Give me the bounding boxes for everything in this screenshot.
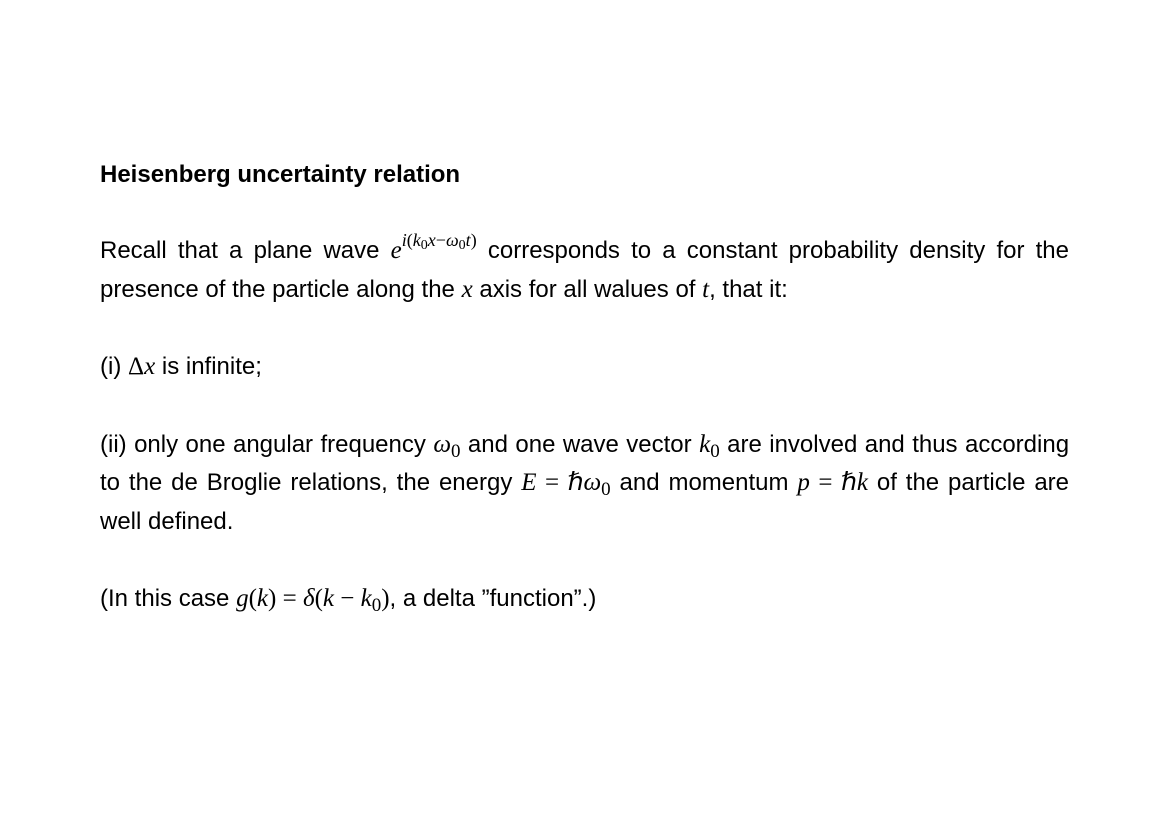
math-symbol: ( <box>248 585 257 612</box>
math-symbol: ) <box>268 585 277 612</box>
math-symbol: ω <box>445 230 459 250</box>
text-run: axis for all walues of <box>479 275 696 303</box>
math-symbol: = <box>536 469 568 496</box>
math-symbol: e <box>390 237 402 264</box>
math-energy-equation <box>521 469 611 500</box>
spacer <box>100 541 1069 580</box>
math-symbol: k <box>412 230 421 250</box>
text-run: (ii) only one angular frequency <box>100 430 426 458</box>
math-symbol: k <box>856 469 868 496</box>
paragraph-delta-function <box>100 580 1069 619</box>
math-symbol: i <box>401 230 407 250</box>
spacer <box>100 387 1069 426</box>
math-subscript: 0 <box>601 479 611 500</box>
math-symbol: ) <box>381 585 390 612</box>
math-symbol: ℏ <box>840 469 857 496</box>
math-g-delta <box>236 585 390 616</box>
text-run: , that it: <box>709 275 788 303</box>
document-title: Heisenberg uncertainty relation <box>100 161 461 188</box>
math-subscript: 0 <box>450 440 461 462</box>
math-symbol: k <box>699 430 711 458</box>
math-subscript: 0 <box>710 440 720 462</box>
math-subscript: 0 <box>371 595 382 616</box>
document-page <box>100 156 1069 619</box>
text-run: and momentum <box>619 469 789 496</box>
spacer <box>100 309 1069 348</box>
paragraph-item-i <box>100 348 1069 387</box>
text-run: Recall that a plane wave <box>100 237 380 264</box>
math-symbol: k <box>360 585 372 612</box>
math-symbol: k <box>322 585 334 612</box>
text-run: , a delta ”function”.) <box>389 585 597 612</box>
math-k-0 <box>699 430 720 462</box>
math-symbol: = <box>809 469 841 496</box>
math-delta-x <box>128 353 155 380</box>
math-symbol: ℏ <box>567 469 584 496</box>
math-symbol: ω <box>583 469 602 496</box>
math-symbol: x <box>144 353 156 380</box>
paragraph-item-ii <box>100 426 1069 542</box>
math-symbol: ω <box>433 430 451 458</box>
math-symbol: ( <box>314 585 323 612</box>
text-run: is infinite; <box>161 353 262 380</box>
math-symbol: = <box>276 585 303 612</box>
text-run: (i) <box>100 353 122 380</box>
math-symbol: − <box>334 585 361 612</box>
math-subscript: 0 <box>420 238 428 253</box>
math-exponent <box>401 230 477 253</box>
math-subscript: 0 <box>458 238 466 253</box>
math-symbol: t <box>465 230 471 250</box>
spacer <box>100 194 1069 232</box>
math-symbol: Δ <box>128 353 145 380</box>
math-symbol: ) <box>470 230 477 250</box>
text-run: and one wave vector <box>467 430 692 458</box>
math-symbol: ( <box>406 230 413 250</box>
math-symbol: δ <box>302 585 315 612</box>
math-x: x <box>461 275 473 303</box>
text-run: corresponds to a constant probability density for the presence of the particle along the <box>100 237 1069 303</box>
math-omega-0 <box>433 430 461 462</box>
math-symbol: x <box>427 230 436 250</box>
math-symbol: E <box>521 469 537 496</box>
math-symbol: g <box>236 585 249 612</box>
math-symbol: p <box>797 469 810 496</box>
math-t: t <box>702 275 710 303</box>
math-momentum-equation <box>797 469 868 496</box>
math-symbol: − <box>435 230 446 250</box>
math-symbol: k <box>256 585 268 612</box>
math-plane-wave <box>390 230 477 264</box>
paragraph-plane-wave <box>100 232 1069 309</box>
text-run: of the particle are well defined. <box>100 469 1069 535</box>
text-run: are involved and thus according to the de Broglie relations, the energy <box>100 430 1070 496</box>
text-run: (In this case <box>100 585 230 612</box>
